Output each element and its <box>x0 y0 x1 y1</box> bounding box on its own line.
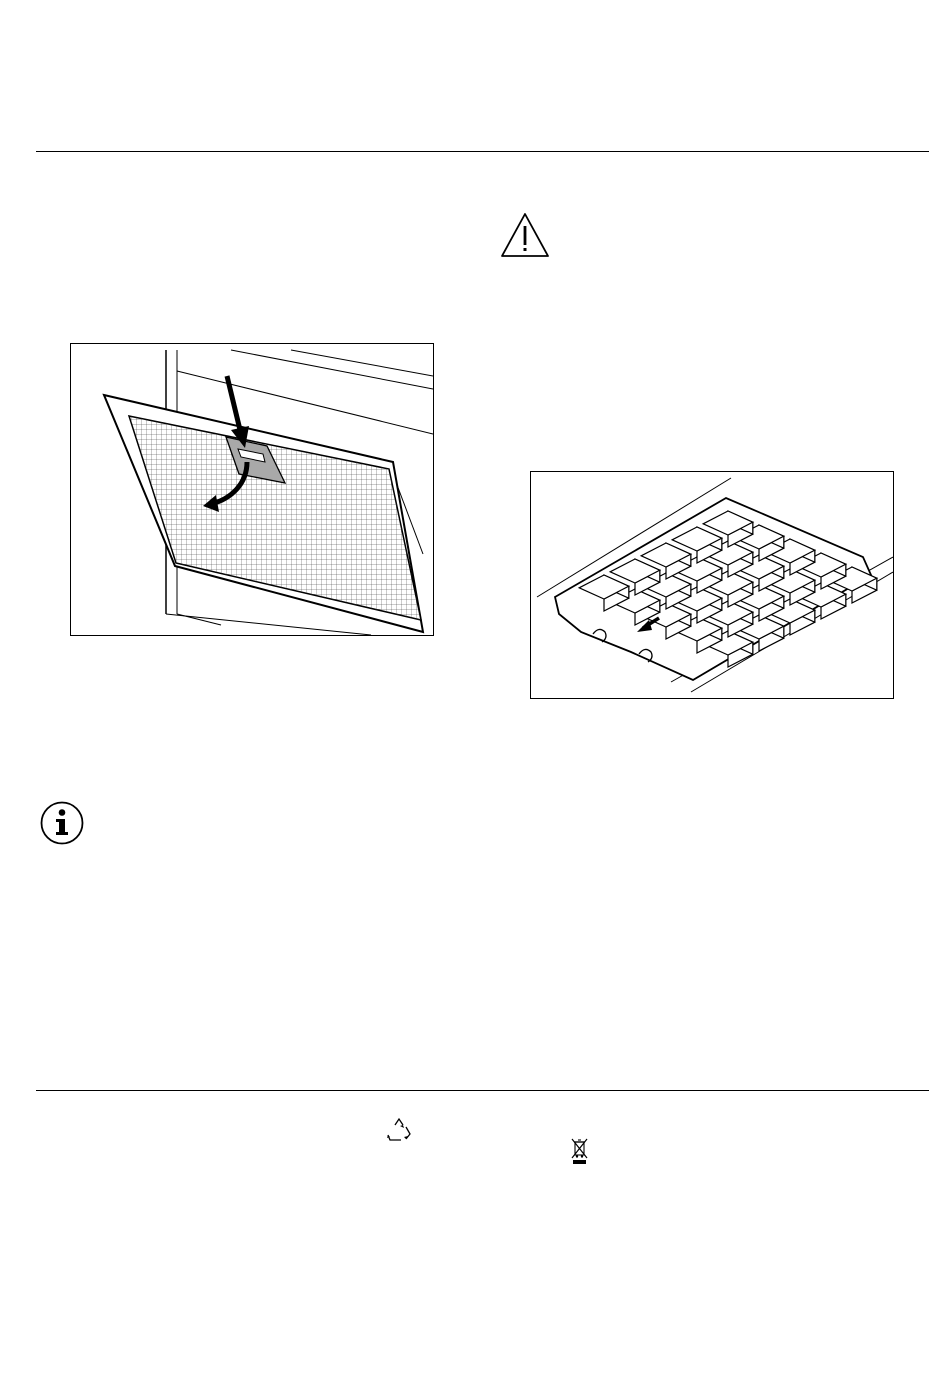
charcoal-filter-figure <box>530 471 894 699</box>
information-icon <box>40 801 84 845</box>
top-divider <box>36 151 929 152</box>
bottom-divider <box>36 1090 929 1091</box>
grease-filter-removal-figure <box>70 343 434 636</box>
crossed-out-wheelie-bin-icon <box>570 1138 589 1165</box>
recycle-icon <box>385 1117 413 1143</box>
warning-triangle-icon <box>500 212 550 258</box>
